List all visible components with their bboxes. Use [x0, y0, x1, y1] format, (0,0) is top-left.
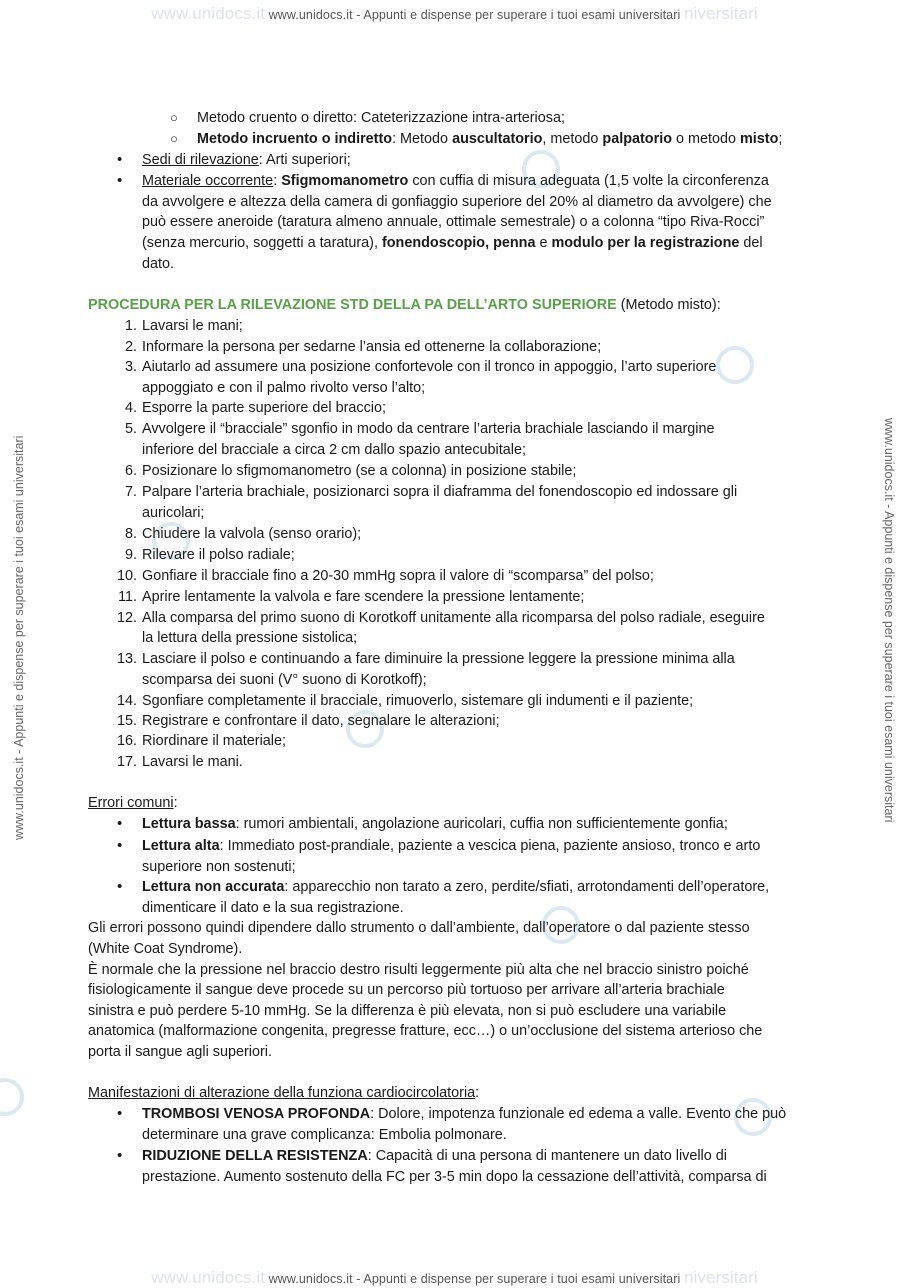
- errori-item: Lettura bassa: rumori ambientali, angolazione auricolari, cuffia non sufficientemente gonfia;: [142, 816, 728, 832]
- method-item-1: Metodo cruento o diretto: Cateterizzazione intra-arteriosa;: [197, 110, 565, 126]
- step-number: 8.: [124, 526, 137, 542]
- step-text: Alla comparsa del primo suono di Korotkoff unitamente alla ricomparsa del polso radiale, eseguire: [142, 610, 765, 626]
- manifestazioni-item-cont: prestazione. Aumento sostenuto della FC per 3-5 min dopo la cessazione dell’attività, comparsa di: [142, 1169, 767, 1185]
- step-text: Riordinare il materiale;: [142, 733, 286, 749]
- step-number: 17.: [116, 754, 137, 770]
- step-number: 13.: [116, 651, 137, 667]
- materiale-line-1: Materiale occorrente: Sfigmomanometro con cuffia di misura adeguata (1,5 volte la circonferenza: [142, 173, 769, 189]
- step-number: 15.: [116, 713, 137, 729]
- step-text: Aprire lentamente la valvola e fare scendere la pressione lentamente;: [142, 589, 585, 605]
- side-watermark-left: www.unidocs.it - Appunti e dispense per superare i tuoi esami universitari: [12, 435, 26, 840]
- step-text: Lasciare il polso e continuando a fare diminuire la pressione leggere la pressione minima alla: [142, 651, 735, 667]
- step-text: Esporre la parte superiore del braccio;: [142, 400, 386, 416]
- errori-item: Lettura alta: Immediato post-prandiale, paziente a vescica piena, paziente ansioso, tronco e arto: [142, 838, 761, 854]
- step-text: Avvolgere il “bracciale” sgonfio in modo da centrare l’arteria brachiale lasciando il margine: [142, 421, 715, 437]
- bullet-icon: •: [117, 1147, 123, 1164]
- manifestazioni-heading: Manifestazioni di alterazione della funziona cardiocircolatoria:: [88, 1085, 480, 1101]
- step-text: Registrare e confrontare il dato, segnalare le alterazioni;: [142, 713, 500, 729]
- step-text: Palpare l’arteria brachiale, posizionarci sopra il diaframma del fonendoscopio ed indossare gli: [142, 484, 738, 500]
- bullet-icon: •: [117, 151, 123, 168]
- step-number: 11.: [118, 589, 137, 605]
- materiale-line-3: può essere aneroide (taratura almeno annuale, ottimale semestrale) o a colonna “tipo Riva-Rocci”: [142, 214, 765, 230]
- footer-banner: [0, 1268, 909, 1288]
- bullet-icon: •: [117, 815, 123, 832]
- step-text: Informare la persona per sedarne l’ansia ed ottenerne la collaborazione;: [142, 339, 602, 355]
- step-number: 5.: [124, 421, 137, 437]
- step-number: 10.: [116, 568, 137, 584]
- errori-item-cont: superiore non sostenuti;: [142, 859, 296, 875]
- step-number: 6.: [124, 463, 137, 479]
- paragraph-line: È normale che la pressione nel braccio destro risulti leggermente più alta che nel braccio sinistro poiché: [88, 962, 749, 978]
- step-number: 3.: [124, 359, 137, 375]
- bullet-icon: •: [117, 878, 123, 895]
- sedi-line: Sedi di rilevazione: Arti superiori;: [142, 152, 351, 168]
- footer-ghost-left: www.unidocs.it: [151, 1268, 266, 1287]
- materiale-line-5: dato.: [142, 256, 175, 272]
- paragraph-line: fisiologicamente il sangue deve procede su un percorso più tortuoso per arrivare all’arteria brachiale: [88, 982, 725, 998]
- step-text-cont: scomparsa dei suoni (V° suono di Korotkoff);: [142, 672, 427, 688]
- step-text: Posizionare lo sfigmomanometro (se a colonna) in posizione stabile;: [142, 463, 577, 479]
- paragraph-line: anatomica (malformazione congenita, pregresse fratture, ecc…) o un’occlusione del sistema arterioso che: [88, 1023, 763, 1039]
- footer-banner-text: www.unidocs.it - Appunti e dispense per superare i tuoi esami universitari: [268, 1272, 681, 1286]
- procedure-heading: PROCEDURA PER LA RILEVAZIONE STD DELLA PA DELL’ARTO SUPERIORE (Metodo misto):: [88, 297, 721, 313]
- paragraph-line: porta il sangue agli superiori.: [88, 1044, 272, 1060]
- step-number: 12.: [116, 610, 137, 626]
- step-text: Lavarsi le mani.: [142, 754, 243, 770]
- step-text: Lavarsi le mani;: [142, 318, 243, 334]
- header-ghost-left: www.unidocs.it: [151, 4, 266, 23]
- step-text-cont: appoggiato e con il palmo rivolto verso l’alto;: [142, 380, 426, 396]
- step-text: Sgonfiare completamente il bracciale, rimuoverlo, sistemare gli indumenti e il paziente;: [142, 693, 694, 709]
- step-number: 9.: [124, 547, 137, 563]
- method-item-2: Metodo incruento o indiretto: Metodo auscultatorio, metodo palpatorio o metodo misto;: [197, 131, 783, 147]
- paragraph-line: sinistra e può perdere 5-10 mmHg. Se la differenza è più elevata, non si può escludere una variabile: [88, 1003, 727, 1019]
- paragraph-line: (White Coat Syndrome).: [88, 941, 243, 957]
- step-text: Chiudere la valvola (senso orario);: [142, 526, 362, 542]
- step-text: Aiutarlo ad assumere una posizione confortevole con il tronco in appoggio, l’arto superiore: [142, 359, 717, 375]
- watermark-logo-icon: [716, 346, 754, 384]
- sub-bullet-icon: ○: [170, 131, 178, 146]
- bullet-icon: •: [117, 172, 123, 189]
- errori-item-cont: dimenticare il dato e la sua registrazione.: [142, 900, 404, 916]
- step-number: 1.: [124, 318, 137, 334]
- step-number: 16.: [116, 733, 137, 749]
- side-watermark-right: www.unidocs.it - Appunti e dispense per superare i tuoi esami universitari: [882, 418, 896, 823]
- materiale-line-4: (senza mercurio, soggetti a taratura), fonendoscopio, penna e modulo per la registrazione del: [142, 235, 763, 251]
- footer-ghost-right: niversitari: [683, 1268, 758, 1287]
- manifestazioni-item: RIDUZIONE DELLA RESISTENZA: Capacità di una persona di mantenere un dato livello di: [142, 1148, 727, 1164]
- bullet-icon: •: [117, 837, 123, 854]
- step-text: Rilevare il polso radiale;: [142, 547, 295, 563]
- step-number: 7.: [124, 484, 137, 500]
- manifestazioni-item: TROMBOSI VENOSA PROFONDA: Dolore, impotenza funzionale ed edema a valle. Evento che può: [142, 1106, 787, 1122]
- manifestazioni-item-cont: determinare una grave complicanza: Embolia polmonare.: [142, 1127, 507, 1143]
- bullet-icon: •: [117, 1105, 123, 1122]
- step-number: 2.: [124, 339, 137, 355]
- errori-item: Lettura non accurata: apparecchio non tarato a zero, perdite/sfiati, arrotondamenti dell’operatore,: [142, 879, 770, 895]
- sub-bullet-icon: ○: [170, 110, 178, 125]
- header-banner-text: www.unidocs.it - Appunti e dispense per superare i tuoi esami universitari: [268, 8, 681, 22]
- materiale-line-2: da avvolgere e altezza della camera di gonfiaggio superiore del 20% al diametro da avvolgere) che: [142, 194, 772, 210]
- step-number: 4.: [124, 400, 137, 416]
- step-text-cont: inferiore del bracciale a circa 2 cm dallo spazio antecubitale;: [142, 442, 526, 458]
- watermark-logo-icon: [0, 1078, 24, 1116]
- paragraph-line: Gli errori possono quindi dipendere dallo strumento o dall’ambiente, dall’operatore o dal paziente stesso: [88, 920, 750, 936]
- errori-heading: Errori comuni:: [88, 795, 178, 811]
- header-ghost-right: niversitari: [683, 4, 758, 23]
- step-text: Gonfiare il bracciale fino a 20-30 mmHg sopra il valore di “scomparsa” del polso;: [142, 568, 654, 584]
- step-number: 14.: [116, 693, 137, 709]
- step-text-cont: auricolari;: [142, 505, 205, 521]
- header-banner: [0, 4, 909, 24]
- step-text-cont: la lettura della pressione sistolica;: [142, 630, 358, 646]
